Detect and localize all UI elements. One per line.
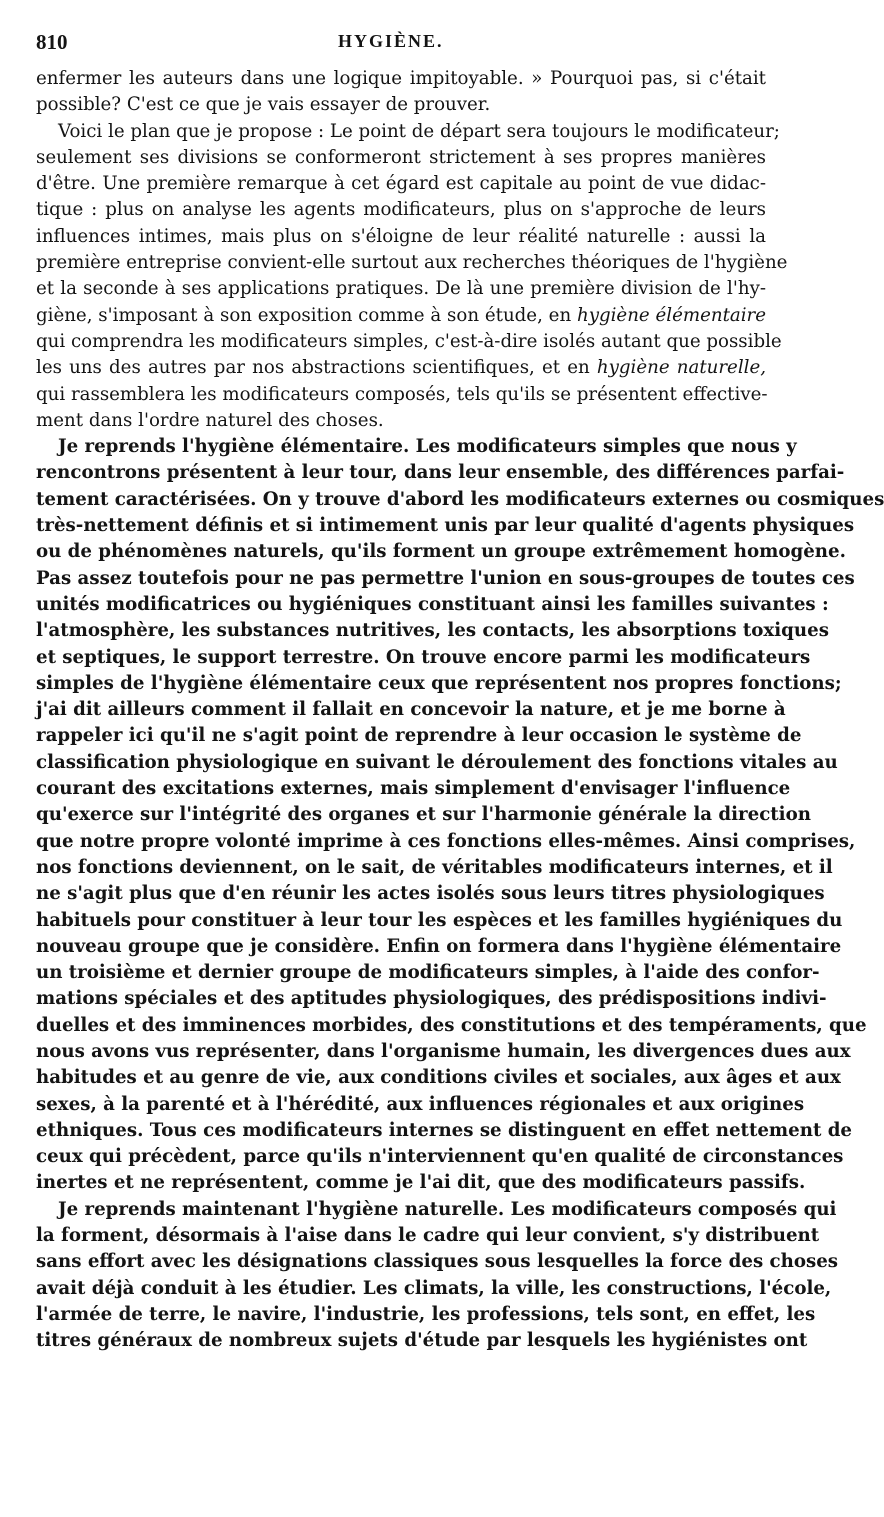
text-run: qui comprendra les modificateurs simples, c'est-à-dire isolés autant que possible — [36, 330, 782, 352]
text-line: la forment, désormais à l'aise dans le cadre qui leur convient, s'y distribuent — [36, 1225, 820, 1247]
text-line: ethniques. Tous ces modificateurs internes se distinguent en effet nettement de — [36, 1119, 852, 1141]
text-line: avait déjà conduit à les étudier. Les climats, la ville, les constructions, l'école, — [36, 1277, 832, 1299]
text-line: enfermer les auteurs dans une logique impitoyable. » Pourquoi pas, si c'était — [36, 68, 766, 89]
text-line: que notre propre volonté imprime à ces fonctions elles-mêmes. Ainsi comprises, — [36, 830, 856, 852]
paragraph-hygiene-elementaire — [36, 434, 884, 1354]
text-run: les uns des autres par nos abstractions scientifiques, et en — [36, 357, 597, 379]
running-title: HYGIÈNE. — [338, 31, 444, 51]
text-line: rappeler ici qu'il ne s'agit point de reprendre à leur occasion le système de — [36, 725, 802, 747]
text-line: sans effort avec les désignations classiques sous lesquelles la force des choses — [36, 1251, 839, 1273]
text-line: inertes et ne représentent, comme je l'ai dit, que des modificateurs passifs. — [36, 1172, 806, 1194]
text-line: première entreprise convient-elle surtout aux recherches théoriques de l'hygiène — [36, 252, 788, 274]
text-line: un troisième et dernier groupe de modificateurs simples, à l'aide des confor- — [36, 962, 820, 984]
body-text — [36, 66, 884, 1355]
text-line: duelles et des imminences morbides, des constitutions et des tempéraments, que — [36, 1014, 867, 1036]
text-line: influences intimes, mais plus on s'éloigne de leur réalité naturelle : aussi la — [36, 225, 766, 247]
text-line — [36, 329, 782, 355]
text-line: ceux qui précèdent, parce qu'ils n'interviennent qu'en qualité de circonstances — [36, 1146, 844, 1168]
text-line: tement caractérisées. On y trouve d'abord les modificateurs externes ou cosmiques — [36, 488, 884, 510]
text-line: Voici le plan que je propose : Le point de départ sera toujours le modificateur; — [58, 120, 780, 142]
text-line: classification physiologique en suivant le déroulement des fonctions vitales au — [36, 751, 838, 773]
text-line: nos fonctions deviennent, on le sait, de véritables modificateurs internes, et il — [36, 856, 833, 878]
text-line: courant des excitations externes, mais simplement d'envisager l'influence — [36, 778, 791, 800]
page-number: 810 — [36, 30, 68, 54]
text-line: titres généraux de nombreux sujets d'étude par lesquels les hygiénistes ont — [36, 1330, 808, 1352]
italic-term-hygiene-elementaire: hygiène élémentaire — [576, 304, 766, 326]
text-line: habituels pour constituer à leur tour les espèces et les familles hygiéniques du — [36, 909, 843, 931]
text-line — [36, 355, 766, 381]
text-line: possible? C'est ce que je vais essayer de prouver. — [36, 94, 491, 116]
text-line: Je reprends maintenant l'hygiène naturelle. Les modificateurs composés qui — [58, 1198, 837, 1220]
text-line: très-nettement définis et si intimement unis par leur qualité d'agents physiques — [36, 515, 855, 537]
text-line: et la seconde à ses applications pratiques. De là une première division de l'hy- — [36, 278, 766, 300]
text-line: nouveau groupe que je considère. Enfin on formera dans l'hygiène élémentaire — [36, 935, 842, 957]
italic-term-hygiene-naturelle: hygiène naturelle, — [596, 357, 766, 379]
text-line: habitudes et au genre de vie, aux conditions civiles et sociales, aux âges et aux — [36, 1067, 841, 1089]
text-line — [36, 303, 766, 329]
text-line: Je reprends l'hygiène élémentaire. Les modificateurs simples que nous y — [58, 436, 797, 458]
text-line: unités modificatrices ou hygiéniques constituant ainsi les familles suivantes : — [36, 593, 829, 615]
text-line: ne s'agit plus que d'en réunir les actes isolés sous leurs titres physiologiques — [36, 883, 825, 905]
text-line: tique : plus on analyse les agents modificateurs, plus on s'approche de leurs — [36, 199, 766, 221]
running-head — [36, 30, 766, 60]
text-line: ment dans l'ordre naturel des choses. — [36, 409, 384, 431]
text-line: l'armée de terre, le navire, l'industrie, les professions, tels sont, en effet, les — [36, 1303, 816, 1325]
text-line: et septiques, le support terrestre. On trouve encore parmi les modificateurs — [36, 646, 811, 668]
text-line: mations spéciales et des aptitudes physiologiques, des prédispositions indivi- — [36, 988, 827, 1010]
text-line: l'atmosphère, les substances nutritives, les contacts, les absorptions toxiques — [36, 620, 829, 642]
text-line: rencontrons présentent à leur tour, dans leur ensemble, des différences parfai- — [36, 462, 845, 484]
text-run: giène, s'imposant à son exposition comme à son étude, en — [36, 304, 577, 326]
text-line: j'ai dit ailleurs comment il fallait en concevoir la nature, et je me borne à — [36, 699, 786, 721]
text-line: nous avons vus représenter, dans l'organisme humain, les divergences dues aux — [36, 1040, 851, 1062]
text-line: sexes, à la parenté et à l'hérédité, aux influences régionales et aux origines — [36, 1093, 805, 1115]
text-line: Pas assez toutefois pour ne pas permettre l'union en sous-groupes de toutes ces — [36, 567, 855, 589]
text-line: ou de phénomènes naturels, qu'ils forment un groupe extrêmement homogène. — [36, 541, 846, 563]
text-line: qu'exerce sur l'intégrité des organes et sur l'harmonie générale la direction — [36, 804, 811, 826]
text-line: simples de l'hygiène élémentaire ceux que représentent nos propres fonctions; — [36, 672, 842, 694]
text-line: qui rassemblera les modificateurs composés, tels qu'ils se présentent effective- — [36, 383, 768, 405]
text-line: d'être. Une première remarque à cet égard est capitale au point de vue didac- — [36, 173, 766, 195]
text-line: seulement ses divisions se conformeront strictement à ses propres manières — [36, 146, 766, 168]
